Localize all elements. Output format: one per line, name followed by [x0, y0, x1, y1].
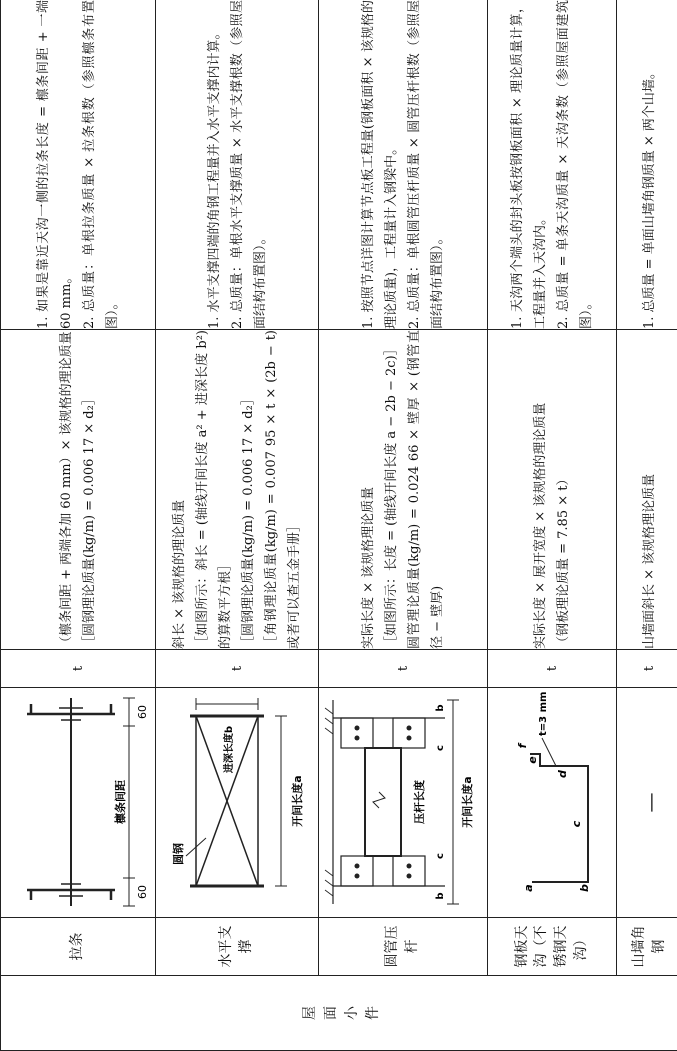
unit-label: t — [642, 665, 657, 672]
figure-cell — [617, 688, 677, 918]
notes-cell — [1, 0, 156, 330]
item-name: 水平支撑 — [218, 925, 254, 968]
calc-cell — [488, 330, 617, 650]
dim-60-left: 60 — [136, 885, 149, 900]
calc-line: ［角钢理论质量(kg/m) = 0.007 95 × t × (2b − t) 或者可以查五金手册］ — [264, 330, 302, 649]
note-line: 2. 总质量：单根圆管压杆质量 × 圆管压杆根数（参照屋面结构布置图）。 — [407, 0, 445, 329]
dim-60-right: 60 — [136, 705, 149, 720]
note-line: 1. 天沟两个端头的封头板按钢板面积 × 理论质量计算，工程量并入天沟内。 — [510, 0, 548, 329]
table-row-gable-angle — [617, 0, 677, 1051]
calc-line: 实际长度 × 展开宽度 × 该规格的理论质量 — [533, 402, 548, 649]
calc-line: （檩条间距 + 两端各加 60 mm）× 该规格的理论质量 — [59, 331, 74, 649]
item-name-cell — [319, 918, 488, 976]
label-thickness: t=3 mm — [538, 692, 549, 737]
figure-placeholder-dash: — — [637, 792, 662, 813]
label-depth-b: 进深长度b — [224, 726, 235, 774]
item-name-cell — [617, 918, 677, 976]
item-name: 钢板天沟（不锈钢天沟） — [513, 925, 589, 968]
item-name-cell — [488, 918, 617, 976]
note-line: 1. 按照节点详图计算节点板工程量(钢板面积 × 该规格的理论质量)，工程量计入钢梁中。 — [361, 0, 399, 329]
note-line: 1. 如果是靠近天沟一侧的拉条长度 = 檩条间距 + 一端 60 mm。 — [36, 0, 74, 329]
unit-cell — [1, 650, 156, 688]
item-name: 圆管压杆 — [384, 925, 420, 968]
calc-line: （钢板理论质量 = 7.85 × t） — [556, 472, 571, 649]
unit-label: t — [229, 665, 245, 672]
dim-c-left: c — [435, 853, 446, 860]
table-row-horizontal-brace — [156, 0, 319, 1051]
item-name: 山墙角钢 — [630, 925, 667, 968]
label-span-a: 开间长度a — [461, 776, 474, 829]
item-name-cell — [156, 918, 319, 976]
label-a: a — [522, 884, 535, 893]
label-c: c — [570, 821, 583, 828]
pull-rod-diagram — [1, 689, 151, 917]
unit-cell — [617, 650, 677, 688]
table-row-pull-rod — [1, 0, 156, 1051]
calc-cell — [617, 330, 677, 650]
label-round-steel: 圆钢 — [172, 843, 185, 866]
horizontal-brace-diagram — [156, 689, 314, 917]
calc-cell — [156, 330, 319, 650]
note-line: 1. 水平支撑四端的角钢工程量并入水平支撑内计算。 — [206, 26, 222, 329]
calc-line: ［圆钢理论质量(kg/m) = 0.006 17 × d₂］ — [241, 392, 256, 649]
figure-cell — [319, 688, 488, 918]
notes-cell — [319, 0, 488, 330]
unit-cell — [319, 650, 488, 688]
figure-cell — [488, 688, 617, 918]
note-line: 2. 总质量：单根水平支撑质量 × 水平支撑根数（参照屋面结构布置图）。 — [229, 0, 268, 329]
label-strut-length: 压杆长度 — [413, 780, 426, 825]
unit-label: t — [544, 665, 560, 672]
unit-label: t — [70, 665, 86, 672]
note-line: 2. 总质量 = 单条天沟质量 × 天沟条数（参照屋面建筑图）。 — [556, 0, 594, 329]
note-line: 2. 总质量：单根拉条质量 × 拉条根数（参照檩条布置图）。 — [82, 0, 120, 329]
item-name: 拉条 — [69, 932, 86, 961]
calc-line: ［如图所示：长度 = (轴线开间长度 a − 2b − 2c)］ — [384, 342, 399, 649]
calc-line: 斜长 × 该规格的理论质量 — [172, 499, 187, 649]
calc-cell — [319, 330, 488, 650]
table-row-steel-gutter — [488, 0, 617, 1051]
notes-cell — [156, 0, 319, 330]
unit-cell — [488, 650, 617, 688]
calc-line: 山墙面斜长 × 该规格理论质量 — [642, 473, 657, 649]
label-span-a: 开间长度a — [291, 775, 304, 828]
notes-cell — [617, 0, 677, 330]
dim-b-left: b — [435, 892, 446, 901]
calc-line: 实际长度 × 该规格理论质量 — [361, 486, 376, 649]
item-name-cell — [1, 918, 156, 976]
calc-cell — [1, 330, 156, 650]
dim-purlin-spacing: 檩条间距 — [114, 780, 127, 825]
tube-strut-diagram — [319, 689, 483, 917]
dim-b-right: b — [435, 704, 446, 713]
calc-line: 圆管理论质量(kg/m) = 0.024 66 × 壁厚 × (钢管直径 − 壁厚) — [407, 330, 445, 649]
label-f: f — [516, 744, 529, 749]
calc-line: ［圆钢理论质量(kg/m) = 0.006 17 × d₂］ — [82, 392, 97, 649]
figure-cell — [1, 688, 156, 918]
table-row-tube-strut — [319, 0, 488, 1051]
calc-line: ［如图所示：斜长 = (轴线开间长度 a² + 进深长度 b²) 的算数平方根］ — [195, 330, 233, 649]
category-label: 屋面小件 — [301, 1006, 381, 1021]
label-d: d — [556, 770, 569, 779]
unit-label: t — [395, 665, 411, 672]
category-cell — [1, 976, 677, 1051]
note-line: 1. 总质量 = 单面山墙角钢质量 × 两个山墙。 — [642, 66, 657, 329]
unit-cell — [156, 650, 319, 688]
gutter-diagram — [488, 689, 612, 917]
label-b: b — [578, 884, 591, 893]
dim-c-right: c — [435, 745, 446, 752]
label-e: e — [526, 756, 539, 765]
figure-cell — [156, 688, 319, 918]
notes-cell — [488, 0, 617, 330]
